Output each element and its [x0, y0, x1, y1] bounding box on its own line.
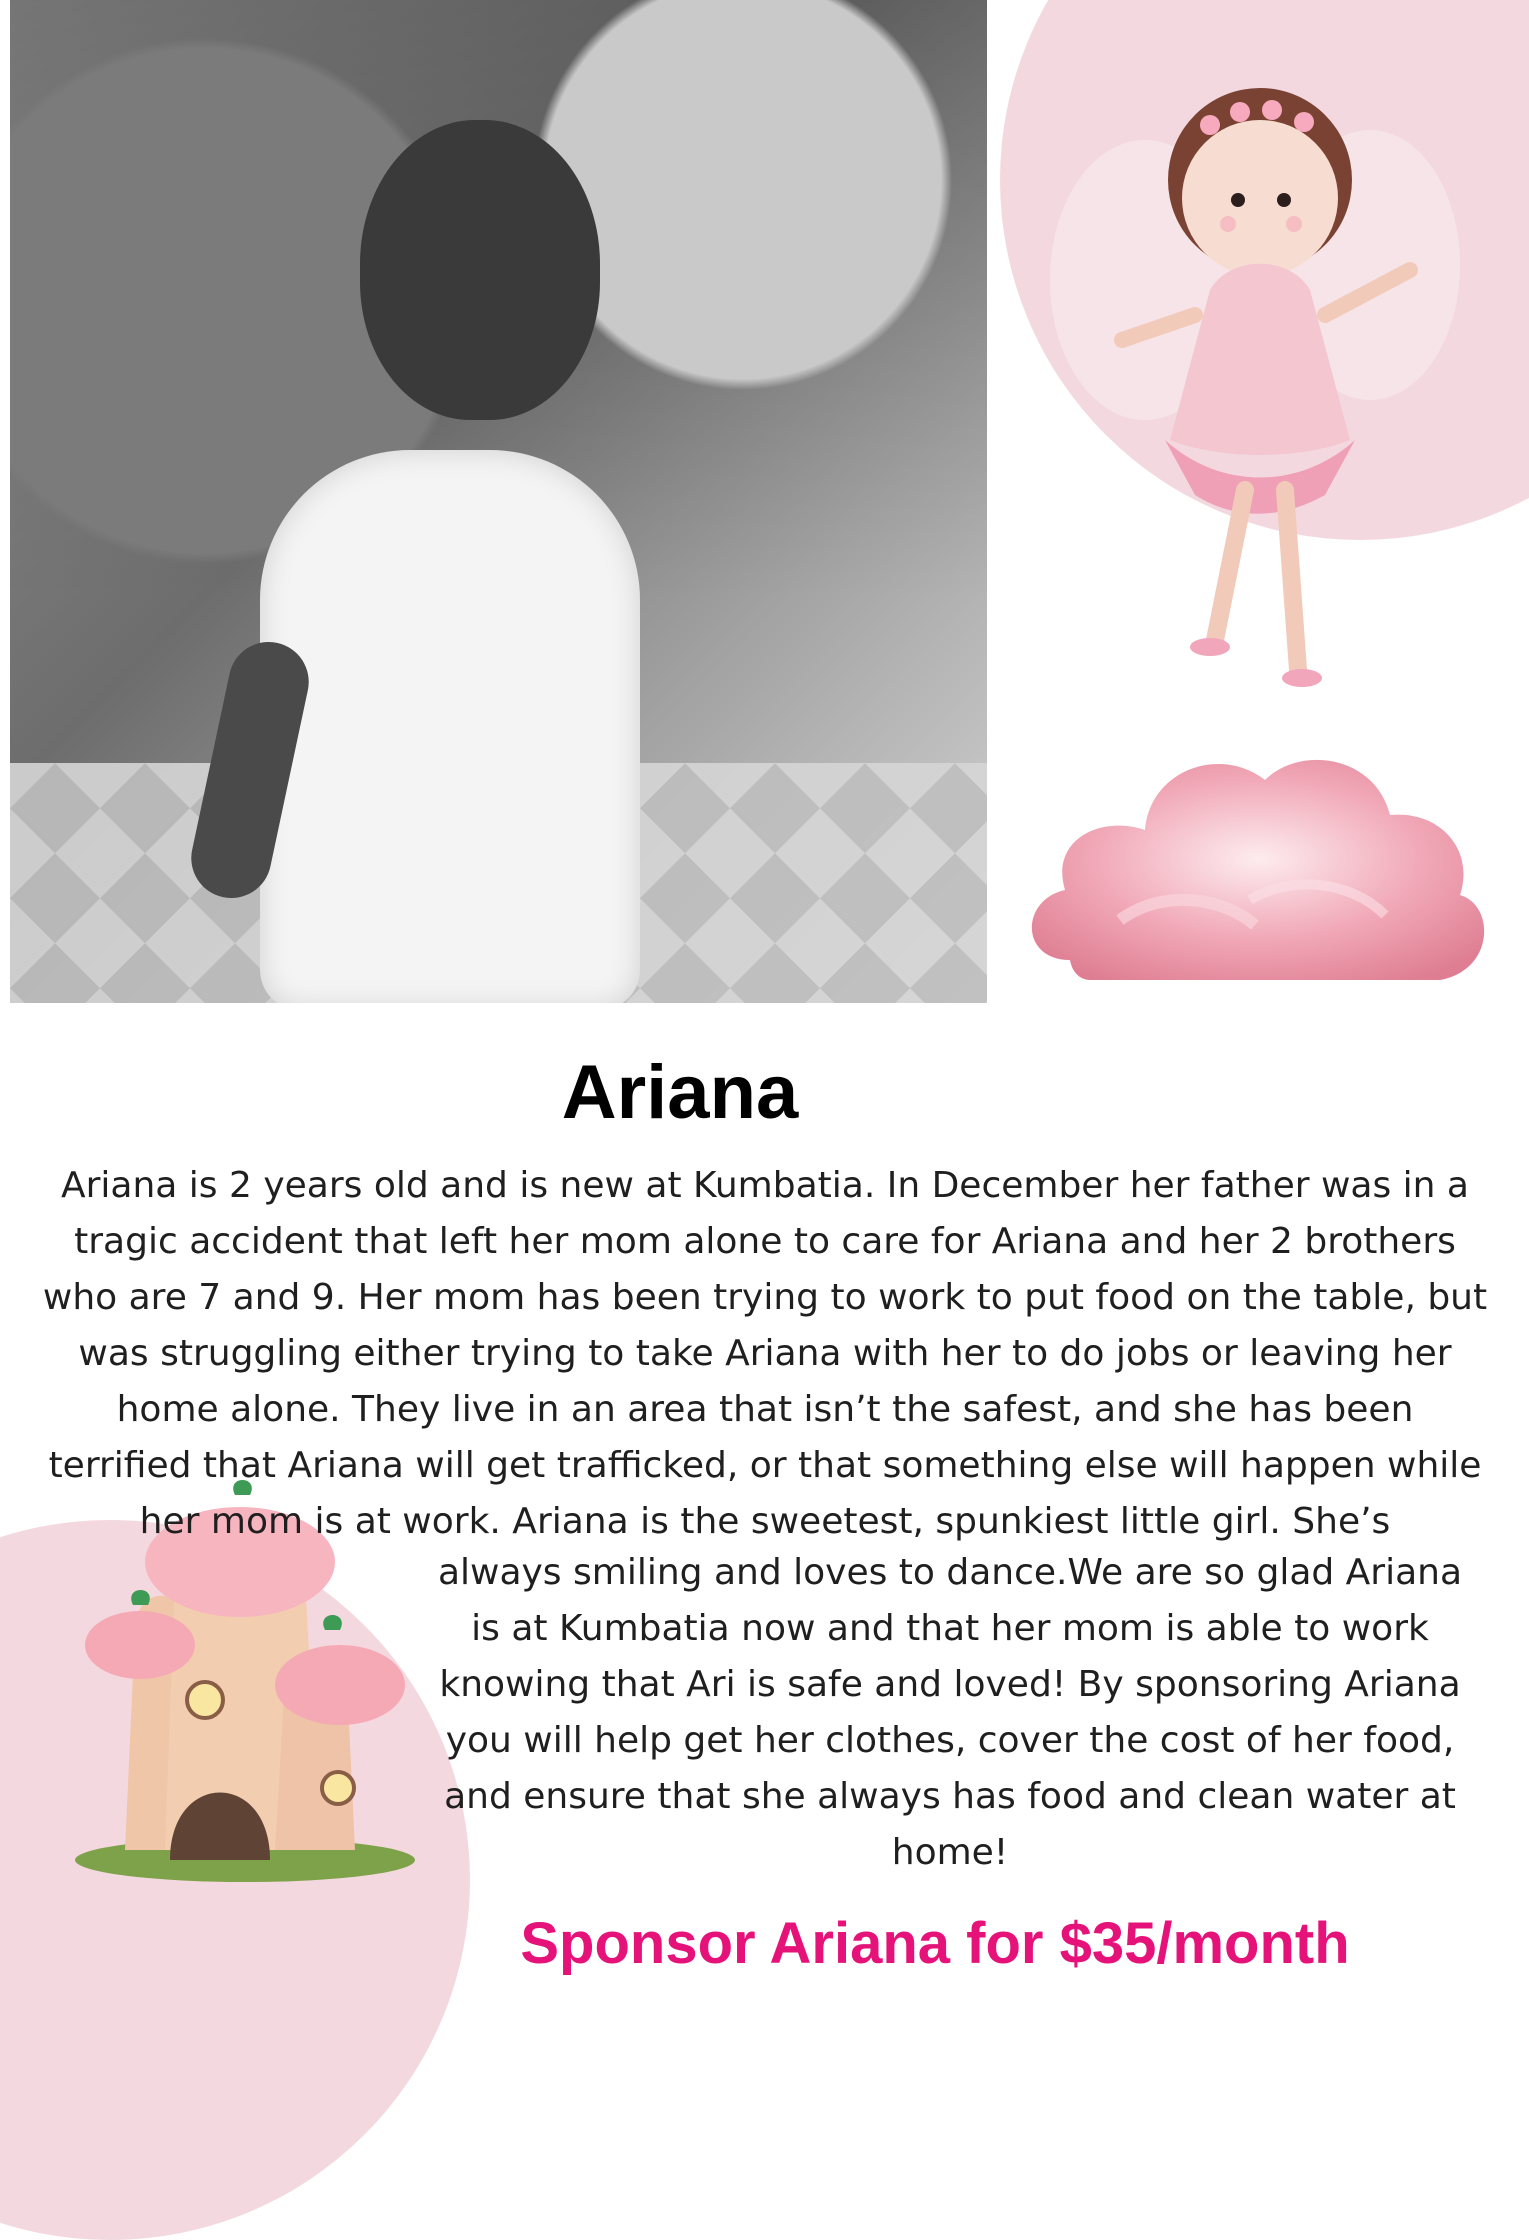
- photo-subject: [240, 120, 660, 980]
- fairy-illustration: [1050, 20, 1470, 700]
- child-name: Ariana: [561, 1050, 799, 1135]
- photo-subject-dress: [260, 450, 640, 1003]
- sponsor-cta: Sponsor Ariana for $35/month: [520, 1911, 1350, 1976]
- pink-cloud-illustration: [1010, 720, 1500, 1020]
- story-text-part-2: always smiling and loves to dance.We are so glad Ariana is at Kumbatia now and that her mom is able to work knowing that Ari is safe and loved! By sponsoring Ariana you will help get her clothes, cover the cost of her food, and ensure that she always has food and clean water at home!: [437, 1552, 1463, 1873]
- photo-subject-head: [360, 120, 600, 420]
- child-photo: [10, 0, 987, 1003]
- story-text-part-1: Ariana is 2 years old and is new at Kumbatia. In December her father was in a tragic accident that left her mom alone to care for Ariana and her 2 brothers who are 7 and 9. Her mom has been trying to work to put food on the table, but was struggling either trying to take Ariana with her to do jobs or leaving her home alone. They live in an area that isn’t the safest, and she has been terrified that Ariana will get trafficked, or that something else will happen while her mom is at work. Ariana is the sweetest, spunkiest little girl. She’s: [42, 1165, 1488, 1542]
